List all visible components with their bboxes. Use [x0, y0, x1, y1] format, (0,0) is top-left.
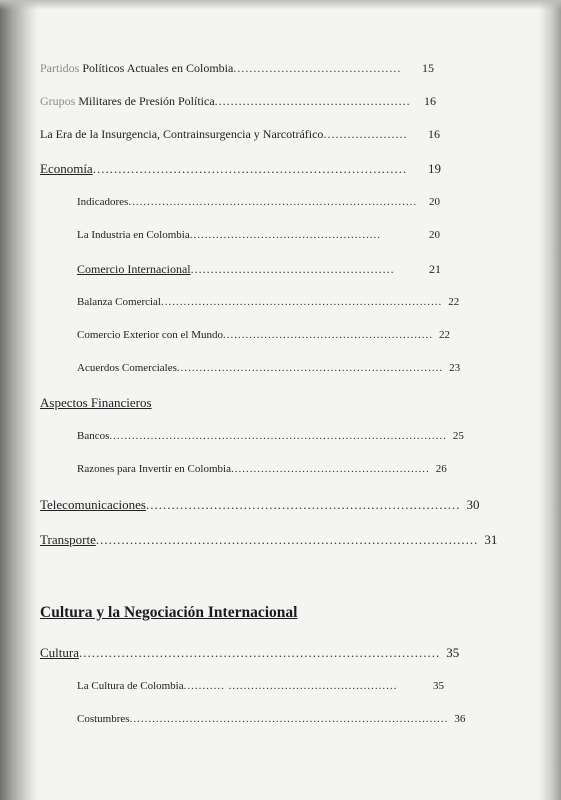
toc-entry-text: Políticos Actuales en Colombia [82, 61, 234, 75]
toc-leader: ........................................................................... [161, 296, 443, 308]
toc-leader: ....................................................................... [176, 362, 444, 374]
toc-page-number: 16 [424, 94, 436, 108]
toc-subsection-comercio[interactable] [77, 262, 441, 277]
toc-section-title: Telecomunicaciones [40, 497, 146, 512]
toc-page-number: 35 [433, 680, 444, 692]
toc-entry-text: La Industria en Colombia [77, 229, 190, 241]
toc-page-number: 16 [428, 127, 440, 141]
toc-entry-text: Razones para Invertir en Colombia [77, 463, 231, 475]
toc-page-number: 23 [449, 362, 461, 374]
toc-section-title: Cultura [40, 645, 79, 660]
toc-page-number: 25 [452, 430, 464, 442]
toc-entry-bancos[interactable] [77, 430, 464, 442]
toc-leader: ..................... [323, 127, 408, 141]
toc-entry-cultura-colombia[interactable] [77, 680, 444, 692]
toc-entry-grupos[interactable] [40, 94, 436, 109]
toc-leader: ................................................... [190, 262, 395, 276]
toc-entry-industria[interactable] [77, 229, 440, 241]
toc-leader: ..................................................... [230, 463, 430, 475]
toc-entry-faded-prefix: Partidos [40, 61, 83, 75]
toc-entry-acuerdos[interactable] [77, 362, 461, 374]
toc-subsection-title: Comercio Internacional [77, 262, 191, 276]
toc-entry-costumbres[interactable] [77, 713, 466, 725]
toc-page-number: 26 [435, 463, 447, 475]
scan-shadow-left [0, 0, 38, 800]
toc-page-number: 22 [439, 329, 451, 341]
toc-leader: ........... ............................................. [183, 680, 398, 692]
toc-entry-razones[interactable] [77, 463, 447, 475]
toc-leader: ..................................................................................... [129, 713, 449, 725]
scan-shadow-right [539, 0, 561, 800]
toc-section-financieros[interactable] [40, 395, 340, 411]
toc-leader: .......................................................................................... [95, 532, 479, 547]
toc-leader: ........................................................ [223, 329, 434, 341]
toc-entry-balanza[interactable] [77, 296, 460, 308]
toc-page-number: 20 [429, 229, 440, 241]
toc-entry-comercio-exterior[interactable] [77, 329, 451, 341]
toc-leader: ............................................................................. [128, 196, 418, 208]
toc-page-number: 30 [466, 497, 480, 512]
toc-section-title: Aspectos Financieros [40, 395, 152, 410]
toc-entry-text: Acuerdos Comerciales [77, 362, 177, 374]
toc-entry-text: La Era de la Insurgencia, Contrainsurgencia y Narcotráfico [40, 127, 324, 141]
toc-leader: ................................................. [214, 94, 411, 108]
toc-entry-text: Indicadores [77, 196, 129, 208]
toc-leader: .......................................................................... [92, 161, 408, 176]
toc-section-title: Transporte [40, 532, 96, 547]
toc-entry-text: Costumbres [77, 713, 130, 725]
toc-page-number: 15 [422, 61, 434, 75]
toc-page-number: 35 [446, 645, 460, 660]
toc-entry-text: Comercio Exterior con el Mundo [77, 329, 224, 341]
toc-entry-text: Militares de Presión Política [78, 94, 215, 108]
toc-page-number: 36 [454, 713, 466, 725]
part-heading: Cultura y la Negociación Internacional [40, 604, 298, 621]
toc-page-number: 20 [429, 196, 440, 208]
toc-leader: ................................................... [189, 229, 381, 241]
toc-leader: ..................................................................................... [79, 645, 441, 660]
toc-page-number: 19 [428, 161, 441, 176]
toc-section-cultura[interactable] [40, 645, 460, 661]
toc-section-transporte[interactable] [40, 532, 498, 548]
toc-entry-text: Bancos [77, 430, 110, 442]
toc-section-title: Economía [40, 161, 93, 176]
toc-entry-faded-prefix: Grupos [40, 94, 79, 108]
toc-leader: .......................................................................... [145, 497, 461, 512]
toc-entry-partidos[interactable] [40, 61, 434, 76]
toc-page-number: 21 [429, 262, 441, 276]
toc-leader: .......................................... [233, 61, 402, 75]
scan-shadow-top [0, 0, 561, 10]
toc-entry-insurgencia[interactable] [40, 127, 440, 142]
toc-page-number: 22 [448, 296, 460, 308]
toc-entry-text: Balanza Comercial [77, 296, 161, 308]
toc-entry-text: La Cultura de Colombia [77, 680, 184, 692]
toc-leader: .......................................................................................... [109, 430, 447, 442]
toc-entry-indicadores[interactable] [77, 196, 440, 208]
toc-page-number: 31 [484, 532, 498, 547]
toc-section-economia[interactable] [40, 161, 441, 177]
toc-section-telecom[interactable] [40, 497, 480, 513]
